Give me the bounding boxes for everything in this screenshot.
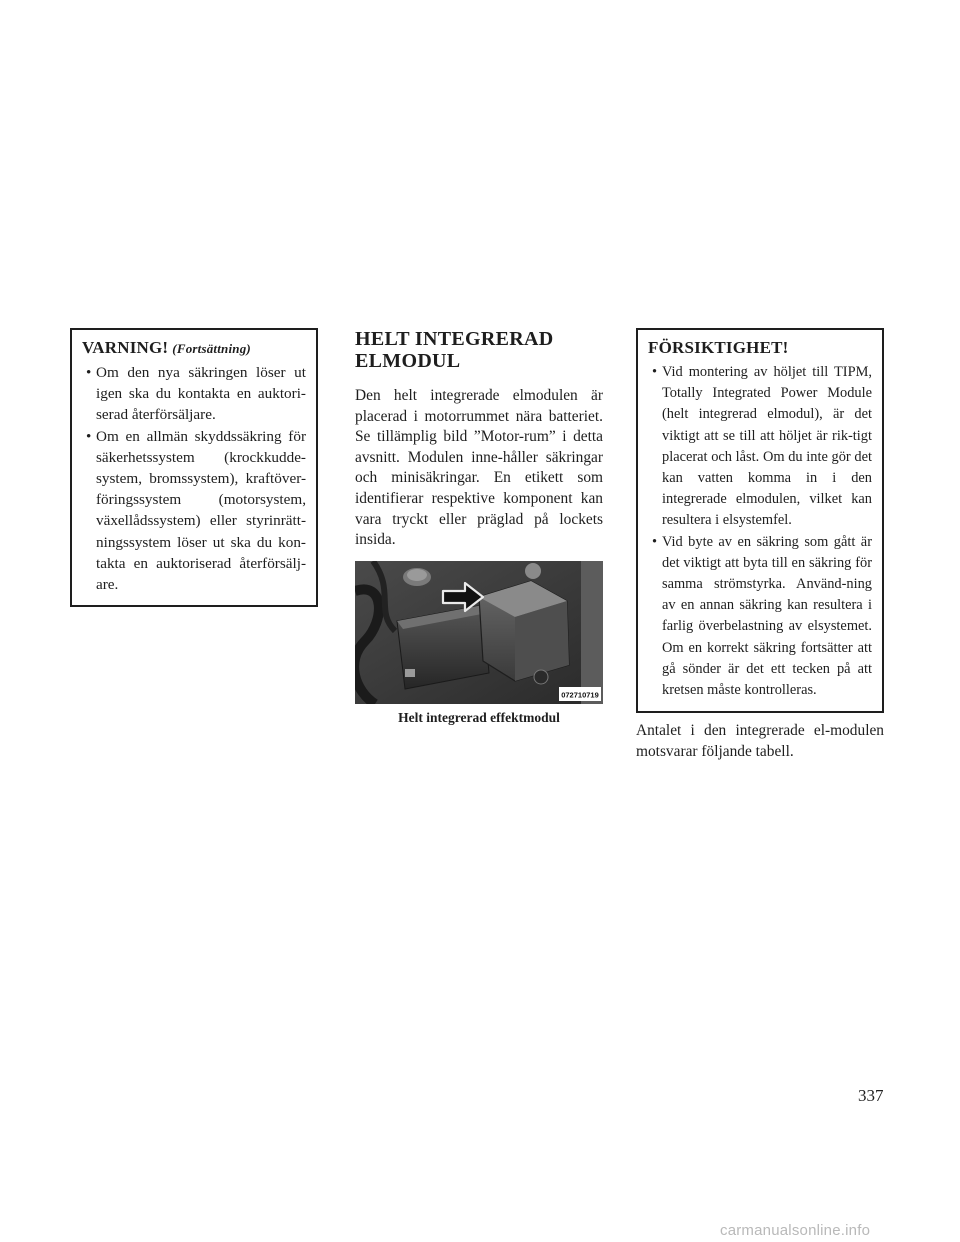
warning-continued: (Fortsättning) xyxy=(172,341,251,356)
right-column xyxy=(636,328,884,762)
caution-box xyxy=(636,328,884,713)
warning-box xyxy=(70,328,318,607)
warning-title: VARNING! (Fortsättning) xyxy=(82,338,251,357)
caution-item: • Vid byte av en säkring som gått är det viktigt att byta till en säkring för samma strömstyrka. Använd-ning av en annan säkring kan resultera i farlig överbelastning av elsystemet. Om en korrekt säkring fortsätter att gå sönder är det ett tecken på att kretsen måste kontrolleras. xyxy=(652,533,872,699)
middle-column xyxy=(355,328,603,726)
photo-caption: Helt integrerad effektmodul xyxy=(398,709,560,725)
warning-item: • Om en allmän skyddssäkring för säkerhetssystem (krockkudde-system, bromssystem), kraftöver-föringssystem (motorsystem, växellådssystem) eller styrinrätt-ningssystem löser ut ska du kon-takta en auktoriserad återförsälj-are. xyxy=(86,427,306,594)
site-watermark: carmanualsonline.info xyxy=(720,1222,871,1239)
warning-list xyxy=(82,362,306,595)
caution-list xyxy=(648,362,872,701)
warning-item: • Om den nya säkringen löser ut igen ska du kontakta en auktori-serad återförsäljare. xyxy=(86,364,306,424)
bullet-icon: • xyxy=(652,533,658,550)
engine-bay-illustration xyxy=(355,561,603,704)
bullet-icon: • xyxy=(86,427,92,445)
bullet-icon: • xyxy=(86,364,92,381)
image-code: 072710719 xyxy=(561,690,599,700)
left-column xyxy=(70,328,318,607)
caution-title: FÖRSIKTIGHET! xyxy=(648,338,789,357)
page-number: 337 xyxy=(858,1086,884,1105)
section-paragraph: Den helt integrerade elmodulen är placerad i motorrummet nära batteriet. Se tillämplig bild ”Motor-rum” i detta avsnitt. Modulen inne-håller säkringar och minisäkringar. En etikett som identifierar respektive komponent kan vara tryckt eller präglad på lockets insida. xyxy=(355,387,603,549)
caution-item: • Vid montering av höljet till TIPM, Totally Integrated Power Module (helt integrerad elmodul), är det viktigt att se till att höljet är rik-tigt placerat och låst. Om du inte gör det kan vatten komma in i den integrerade elmodulen, vilket kan resultera i elsystemfel. xyxy=(652,364,872,529)
bullet-icon: • xyxy=(652,364,658,380)
power-module-photo xyxy=(355,561,603,704)
table-reference-paragraph: Antalet i den integrerade el-modulen motsvarar följande tabell. xyxy=(636,722,884,760)
section-heading: HELT INTEGRERAD ELMODUL xyxy=(355,328,554,372)
